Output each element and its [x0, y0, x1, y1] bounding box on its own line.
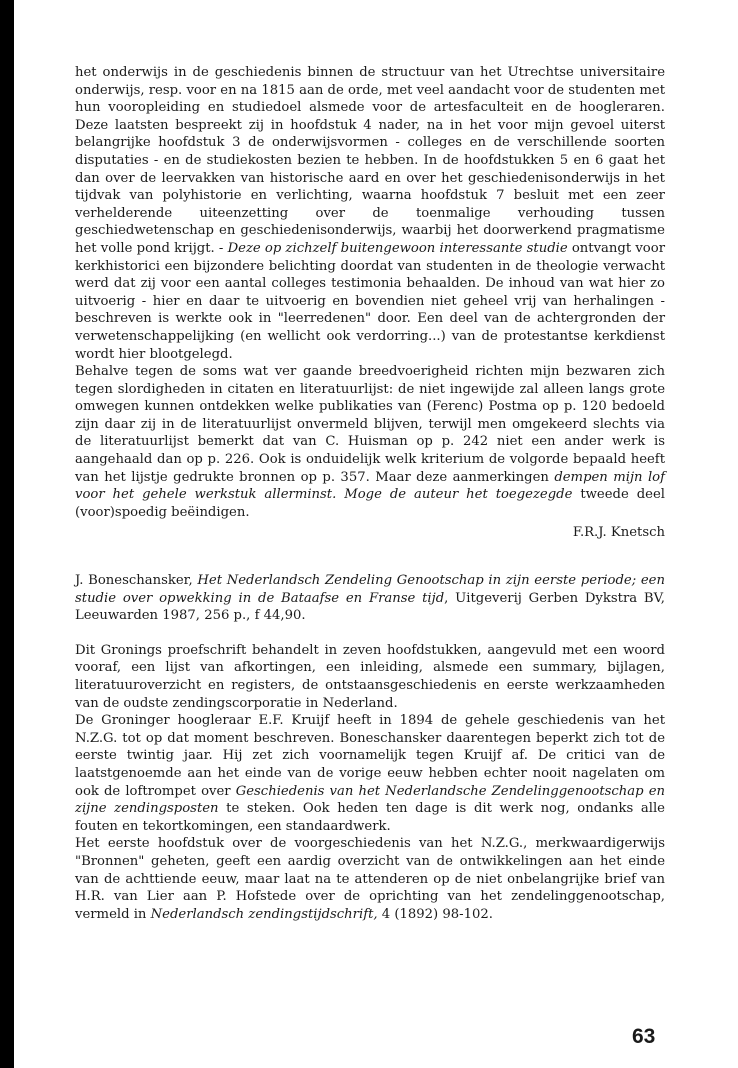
page-number: 63 — [632, 1025, 656, 1048]
review2-author: J. Boneschansker, — [75, 573, 198, 589]
review1-p1-text-a: het onderwijs in de geschiedenis binnen de structuur van het Utrechtse universitaire onderwijs, resp. voor en na 1815 aan de orde, met veel aandacht voor de studenten met hun vooropleiding en studiedoel alsmede voor de artesfaculteit en de hoogleraren. Deze laatsten bespreekt zij in hoofdstuk 4 nader, na in het voor mijn gevoel uiterst belangrijke hoofdstuk 3 de onderwijsvormen - colleges en de verschillende soorten disputaties - en de studiekosten bezien te hebben. In de hoofdstukken 5 en 6 gaat het dan over de leervakken van historische aard en over het geschiedenisonderwijs in het tijdvak van polyhistorie en verlichting, waarna hoofdstuk 7 besluit met een zeer verhelderende uiteenzetting over de toenmalige verhouding tussen geschiedwetenschap en geschiedenisonderwijs, waarbij het doorwerkend pragmatisme het volle pond krijgt. - — [75, 65, 665, 256]
review2-paragraph-1: Dit Gronings proefschrift behandelt in zeven hoofdstukken, aangevuld met een woord vooraf, een lijst van afkortingen, een inleiding, alsmede een summary, bijlagen, literatuuroverzicht en registers, de ontstaansgeschiedenis en eerste werkzaamheden van de oudste zendingscorporatie in Nederland. — [75, 642, 665, 711]
review1-p1-italic: Deze op zichzelf buitengewoon interessante studie — [227, 240, 568, 256]
review2-p2-italic: Geschiedenis van het Nederlandsche Zendelinggenootschap en zijne zendingsposten — [75, 783, 666, 817]
page-text — [75, 64, 665, 923]
review2-bibliographic-heading — [75, 572, 665, 625]
review2-p3-text-b: 4 (1892) 98-102. — [377, 906, 493, 922]
review2-p2-text-a: De Groninger hoogleraar E.F. Kruijf heeft in 1894 de gehele geschiedenis van het N.Z.G. tot op dat moment beschreven. Boneschansker daarentegen beperkt zich tot de eerste twintig jaar. Hij zet zich voornamelijk tegen Kruijf af. De critici van de laatstgenoemde aan het einde van de vorige eeuw hebben echter nooit nagelaten om ook de loftrompet over — [75, 713, 665, 799]
review2-paragraph-2 — [75, 712, 665, 835]
review1-p2-text-a: Behalve tegen de soms wat ver gaande breedvoerigheid richten mijn bezwaren zich tegen slordigheden in citaten en literatuurlijst: de niet ingewijde zal alleen langs grote omwegen kunnen ontdekken welke publikaties van (Ferenc) Postma op p. 120 bedoeld zijn daar zij in de literatuurlijst onvermeld blijven, terwijl men omgekeerd slechts via de literatuurlijst bemerkt dat van C. Huisman op p. 242 niet een ander werk is aangehaald dan op p. 226. Ook is onduidelijk welk kriterium de volgorde bepaald heeft van het lijstje gedrukte bronnen op p. 357. Maar deze aanmerkingen — [75, 364, 665, 485]
review1-p1-text-b: ontvangt voor kerkhistorici een bijzondere belichting doordat van studenten in de theologie verwacht werd dat zij voor een aantal colleges testimonia behaalden. De inhoud van wat hier zo uitvoerig - hier en daar te uitvoerig en bovendien niet geheel vrij van herhalingen - beschreven is werkte ook in "leerredenen" door. Een deel van de achtergronden der verwetenschappelijking (en wellicht ook verdorring...) van de protestantse kerkdienst wordt hier blootgelegd. — [75, 240, 665, 362]
review2-publisher: , Uitgeverij Gerben Dykstra BV, Leeuwarden 1987, 256 p., f 44,90. — [75, 590, 665, 624]
review1-p2-italic: dempen mijn lof voor het gehele werkstuk allerminst. Moge de auteur het toegezegde — [75, 469, 665, 503]
review2-paragraph-3 — [75, 835, 665, 923]
review2-p3-text-a: Het eerste hoofdstuk over de voorgeschiedenis van het N.Z.G., merkwaardigerwijs "Bronnen" geheten, geeft een aardig overzicht van de ontwikkelingen aan het einde van de achttiende eeuw, maar laat na te attenderen op de niet onbelangrijke brief van H.R. van Lier aan P. Hofstede over de oprichting van het zendelinggenootschap, vermeld in — [75, 836, 665, 922]
review2-p3-italic: Nederlandsch zendingstijdschrift, — [150, 906, 378, 922]
scan-edge-bar — [0, 0, 14, 1068]
review2-title: Het Nederlandsch Zendeling Genootschap in zijn eerste periode; een studie over opwekking in de Bataafse en Franse tijd — [75, 573, 665, 606]
review1-p2-text-b: tweede deel (voor)spoedig beëindigen. — [75, 487, 665, 520]
review1-paragraph-2 — [75, 363, 665, 521]
review1-signature: F.R.J. Knetsch — [572, 525, 665, 541]
review1-paragraph-1 — [75, 64, 665, 363]
review2-p2-text-b: te steken. Ook heden ten dage is dit werk nog, ondanks alle fouten en tekortkomingen, een standaardwerk. — [75, 801, 665, 834]
